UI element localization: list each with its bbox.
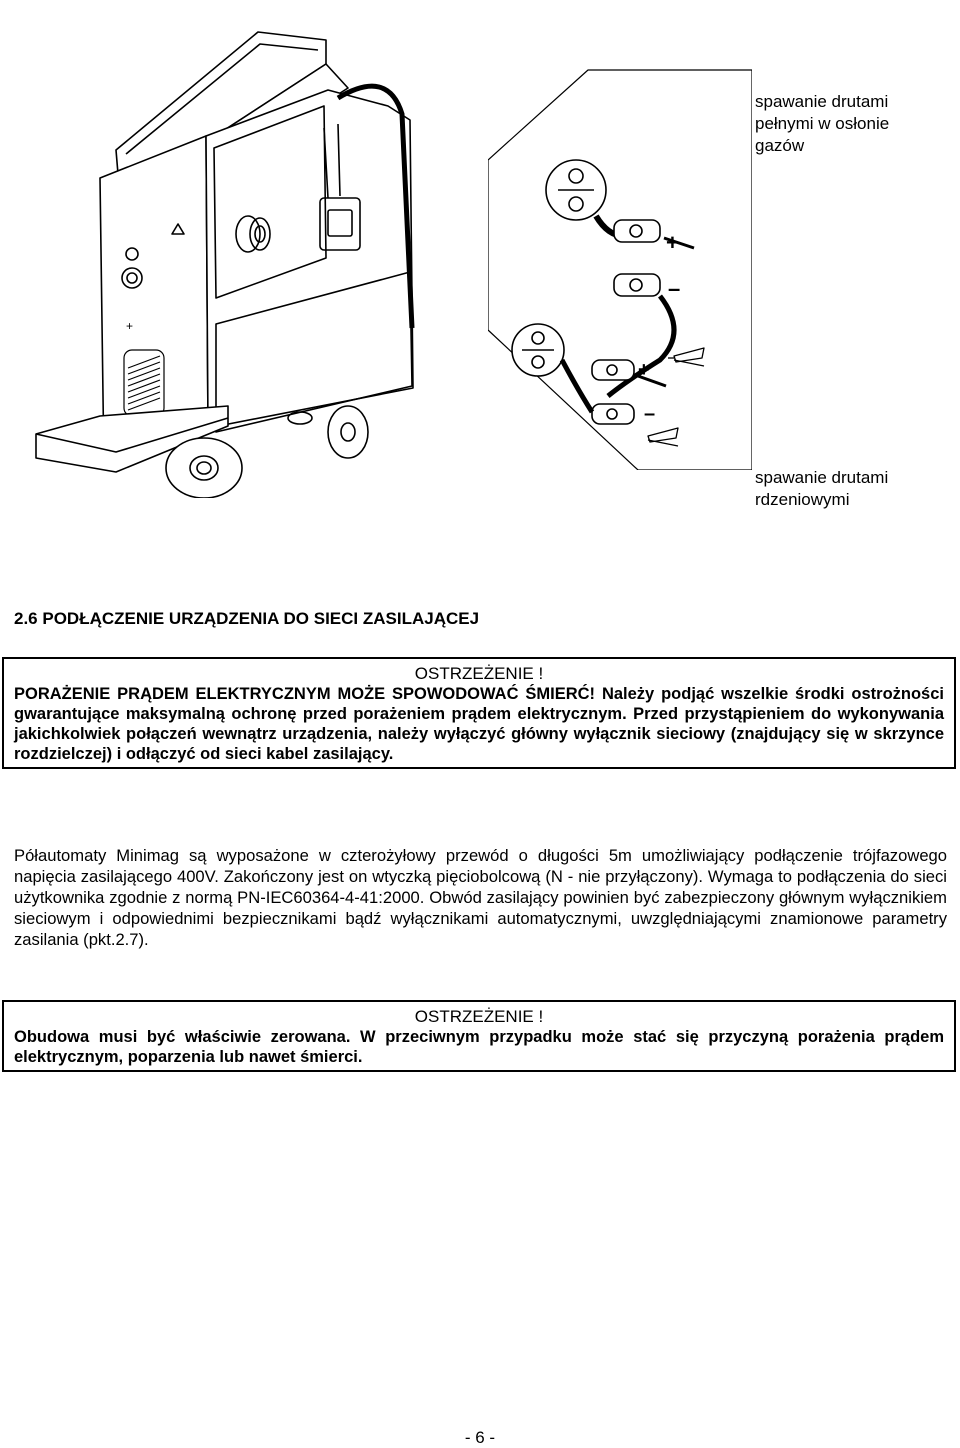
caption-solid-wire: spawanie drutami pełnymi w osłonie gazów	[755, 92, 890, 155]
warning-box-grounding	[2, 1000, 956, 1072]
warning-box-electric-shock	[2, 657, 956, 769]
plus-terminal-label-lower: +	[638, 359, 650, 381]
warning-title: OSTRZEŻENIE !	[414, 664, 544, 683]
section-heading: 2.6 PODŁĄCZENIE URZĄDZENIA DO SIECI ZASILAJĄCEJ	[14, 609, 480, 628]
warning-text: Obudowa musi być właściwie zerowana. W przeciwnym przypadku może stać się przyczyną porażenia prądem elektrycznym, poparzenia lub nawet śmierci.	[14, 1028, 944, 1066]
power-connection-paragraph: Półautomaty Minimag są wyposażone w czterożyłowy przewód o długości 5m umożliwiający podłączenie trójfazowego napięcia zasilającego 400V. Zakończony jest on wtyczką pięciobolcową (N - nie przyłączony). Wymaga to podłączenia do sieci użytkownika zgodnie z normą PN-IEC60364-4-41:2000. Obwód zasilający powinien być zabezpieczony głównym wyłącznikiem sieciowym i odpowiednimi bezpiecznikami bądź wyłącznikami automatycznymi, uwzględniającymi znamionowe parametry zasilania (pkt.2.7).	[14, 846, 947, 949]
warning-text: PORAŻENIE PRĄDEM ELEKTRYCZNYM MOŻE SPOWODOWAĆ ŚMIERĆ! Należy podjąć wszelkie środki ostrożności gwarantujące maksymalną ochronę przed porażeniem prądem elektrycznym. Przed przystąpieniem do wykonywania jakichkolwiek połączeń wewnątrz urządzenia, należy wyłączyć główny wyłącznik sieciowy (znajdujący się w skrzynce rozdzielczej) i odłączyć od sieci kabel zasilający.	[14, 685, 944, 763]
minus-terminal-label-lower: –	[644, 403, 656, 425]
polarity-connection-diagram	[488, 60, 752, 470]
page-number: - 6 -	[464, 1428, 496, 1447]
plus-terminal-label-upper: +	[666, 230, 679, 255]
warning-title: OSTRZEŻENIE !	[414, 1007, 544, 1026]
minus-terminal-label-upper: –	[668, 276, 681, 301]
caption-flux-cored-wire: spawanie drutami rdzeniowymi	[755, 468, 889, 509]
panel-plus-mark: +	[126, 319, 134, 333]
welder-machine-illustration	[28, 28, 458, 498]
